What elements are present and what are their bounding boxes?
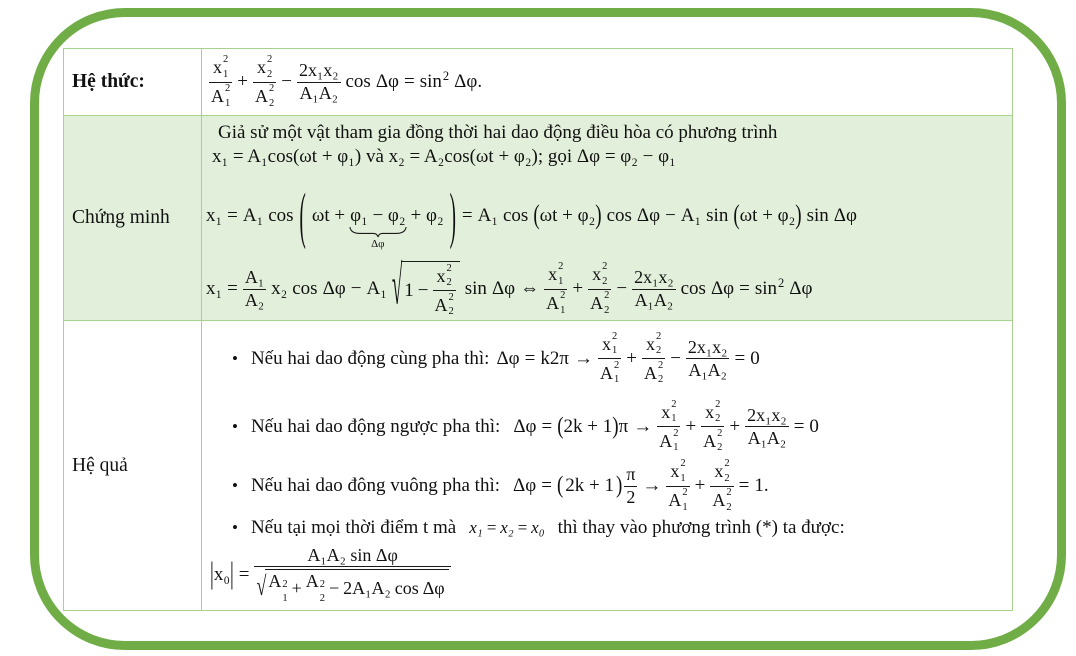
frac-A1-A2: $\frac{\text{A₁}}{\text{A₂}}$ [244,267,265,310]
frac-x2-A2: x 2 2 A 2 2 [712,458,732,513]
consequence-row [64,321,1013,611]
frac-2x1x2-A1A2: $\frac{\text{2x₁x₂}}{\text{A₁A₂}}$ [634,267,674,310]
relation-row [64,49,1013,116]
frac-x2-A2: x 2 2 A 2 2 [434,262,454,317]
proof-intro-line1: Giả sử một vật tham gia đồng thời hai dao động điều hòa có phương trình [218,122,778,143]
bullet-icon: • [232,416,238,436]
bullet-icon: • [232,518,238,537]
bullet-in-phase: • Nếu hai dao động cùng pha thì: Δφ = k2π → x 2 1 A 2 1 + x 2 2 A 2 2 − $\frac{\text{2x₁x₂}}{\text{A₁A₂}}$ = 0 [232,330,760,385]
result-label-cell [64,321,202,611]
frac-x2-A2: x 2 2 A 2 2 [590,261,610,316]
bullet-icon: • [232,476,238,495]
proof-label: Chứng minh [72,207,170,228]
big-right-paren: ) [449,183,456,253]
frac-x1-A1: x 2 1 A 2 1 [546,261,566,316]
underbrace-phase-difference: φ₁ − φ₂ Δφ [350,205,406,250]
frac-x1-A1: x 2 1 A 2 1 [659,398,679,453]
iff-symbol: ⇔ [520,278,540,299]
relation-formula: x 2 1 A 2 1 + x 2 2 A 2 2 − $\frac{\text{2x₁x₂}}{\text{A₁A₂}}$ cos Δφ = $\sin^2$ Δφ. [211,54,483,109]
proof-row [64,116,1013,321]
frac-2x1x2-A1A2: $\frac{\text{2x₁x₂}}{\text{A₁A₂}}$ [298,60,339,103]
frac-x1-A1: x 2 1 A 2 1 [211,54,231,109]
bullet-quadrature-phase: • Nếu hai dao đông vuông pha thì: Δφ = ( 2k + 1 ) $\frac{\pi}{2}$ → x 2 1 A 2 1 + x 2 2 A 2 2 = 1. [232,458,769,513]
square-root: √ 1 − x 2 2 A 2 2 [392,261,460,318]
proof-content-cell [202,116,1013,321]
relation-label-cell [64,49,202,116]
radical-icon: √ [391,257,403,318]
frac-x2-A2: x 2 2 A 2 2 [703,398,723,453]
arrow-icon: → [573,347,593,369]
proof-intro-line2: x₁ = A₁cos(ωt + φ₁) và x₂ = A₂cos(ωt + φ₂); gọi Δφ = φ₂ − φ₁ [212,146,676,167]
proof-sqrt-equation: x₁ = $\frac{\text{A₁}}{\text{A₂}}$ x₂ cos Δφ − A₁ √ 1 − x 2 2 A 2 2 sin Δφ ⇔ x 2 1 A 2 1 + x 2 2 A 2 2 − $\frac{\text{2x₁x₂}}{\text{A₁A₂}}$ cos Δφ = $\sin^2$ Δφ [206,258,1012,320]
frac-x1-A1: x 2 1 A 2 1 [599,330,620,385]
quadrature-formula: Δφ = ( 2k + 1 ) $\frac{\pi}{2}$ → x 2 1 A 2 1 + x 2 2 A 2 2 = 1. [513,458,769,513]
arrow-icon: → [633,415,653,437]
frac-pi-2: $\frac{\pi}{2}$ [626,464,636,507]
underbrace-icon [349,227,407,238]
frac-x2-A2: x 2 2 A 2 2 [254,54,275,109]
proof-expansion-equation: x₁ = A₁ cos ( ωt + φ₁ − φ₂ Δφ + φ₂ ) = A₁ cos ( ωt + φ₂ ) cos Δφ − A₁ sin ( ωt + φ₂ ) sin Δφ [206,174,1012,258]
equal-elongations-inline: x₁ = x₂ = x₀ [469,518,545,537]
x0-formula: | x₀ | = A₁A₂ sin Δφ √ A 2 1 + A 2 2 − 2A₁A₂ cos Δφ [210,546,451,605]
frac-x0-result: A₁A₂ sin Δφ √ A 2 1 + A 2 2 − 2A₁A₂ cos Δφ [254,546,450,605]
big-left-paren: ( [299,183,306,253]
frac-x1-A1: x 2 1 A 2 1 [668,458,688,513]
relation-label: Hệ thức: [72,71,145,92]
square-root: √ A 2 1 + A 2 2 − 2A₁A₂ cos Δφ [256,569,448,605]
frac-2x1x2-A1A2: $\frac{\text{2x₁x₂}}{\text{A₁A₂}}$ [687,336,728,380]
proof-label-cell [64,116,202,321]
bullet-icon: • [232,348,238,368]
arrow-icon: → [642,475,662,496]
frac-x2-A2: x 2 2 A 2 2 [643,330,664,385]
bullet-anti-phase: • Nếu hai dao động ngược pha thì: Δφ = ( 2k + 1 ) π → x 2 1 A 2 1 + x 2 2 A 2 2 + $\frac{\text{2x₁x₂}}{\text{A₁A₂}}$ = 0 [232,398,819,453]
anti-phase-formula: Δφ = ( 2k + 1 ) π → x 2 1 A 2 1 + x 2 2 A 2 2 + $\frac{\text{2x₁x₂}}{\text{A₁A₂}}$ = 0 [513,398,819,453]
in-phase-formula: Δφ = k2π → x 2 1 A 2 1 + x 2 2 A 2 2 − $\frac{\text{2x₁x₂}}{\text{A₁A₂}}$ = 0 [496,330,760,385]
frac-2x1x2-A1A2: $\frac{\text{2x₁x₂}}{\text{A₁A₂}}$ [747,404,787,448]
result-label: Hệ quả [72,454,128,476]
bullet-equal-elongations: • Nếu tại mọi thời điểm t mà x₁ = x₂ = x₀ thì thay vào phương trình (*) ta được: [232,517,845,538]
content-table [63,48,1013,611]
result-content-cell [202,321,1013,611]
x0-result-line [202,542,1012,610]
relation-formula-cell [202,49,1013,116]
radical-icon: √ [256,571,267,602]
